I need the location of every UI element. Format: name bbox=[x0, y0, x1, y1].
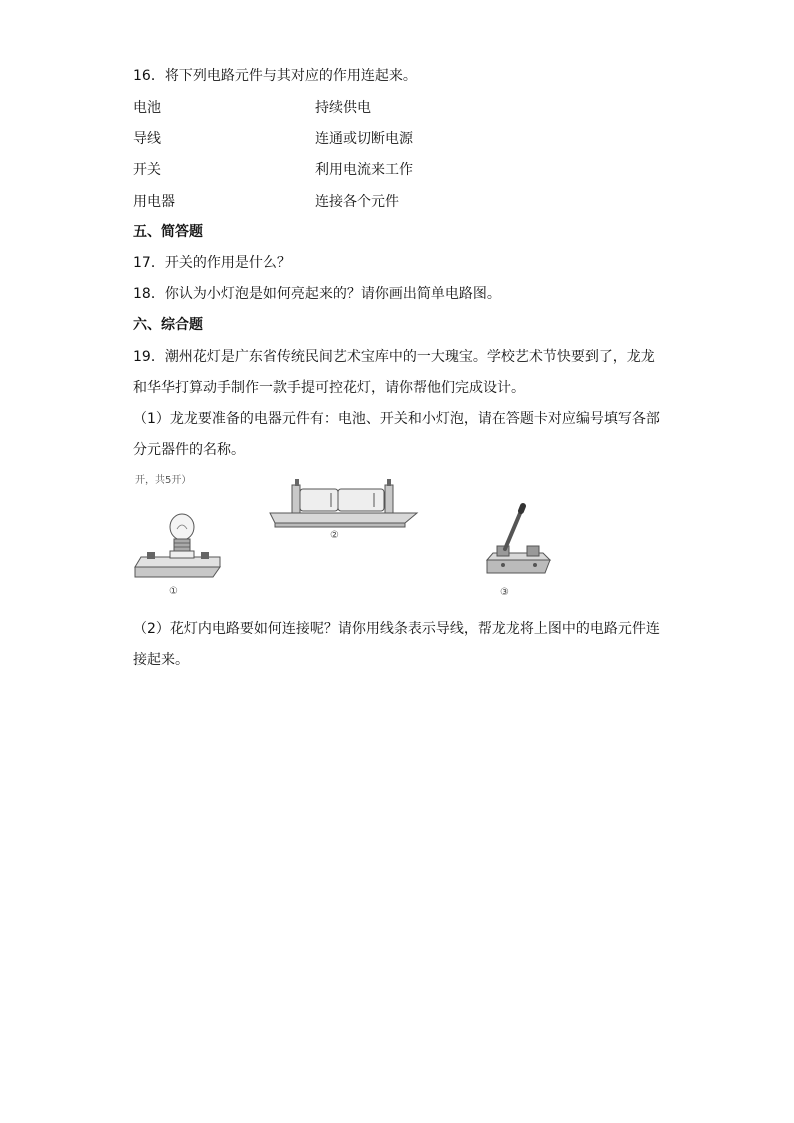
function-2: 连通或切断电源 bbox=[315, 131, 413, 147]
battery-component bbox=[270, 479, 417, 527]
component-1: 电池 bbox=[133, 100, 161, 116]
section-heading-6: 六、综合题 bbox=[133, 317, 203, 333]
component-3: 开关 bbox=[133, 162, 161, 178]
component-4: 用电器 bbox=[133, 194, 175, 210]
q17-stem: 17．开关的作用是什么？ bbox=[133, 255, 291, 271]
q19-part2-line2: 接起来。 bbox=[133, 652, 189, 668]
label-3: ③ bbox=[500, 587, 509, 598]
q19-part1-line2: 分元器件的名称。 bbox=[133, 442, 245, 458]
q19-stem-line2: 和华华打算动手制作一款手提可控花灯，请你帮他们完成设计。 bbox=[133, 380, 525, 396]
cropped-text: 开，共5开） bbox=[135, 475, 192, 486]
q16-stem: 16．将下列电路元件与其对应的作用连起来。 bbox=[133, 68, 417, 84]
function-1: 持续供电 bbox=[315, 100, 371, 116]
battery-cell-icon bbox=[300, 489, 338, 511]
label-2: ② bbox=[330, 530, 339, 541]
bulb-icon bbox=[170, 514, 194, 540]
component-2: 导线 bbox=[133, 131, 161, 147]
q18-stem: 18．你认为小灯泡是如何亮起来的？请你画出简单电路图。 bbox=[133, 286, 501, 302]
switch-lever-icon bbox=[505, 511, 521, 549]
circuit-components-figure bbox=[125, 465, 585, 605]
function-3: 利用电流来工作 bbox=[315, 162, 413, 178]
circuit-components-svg bbox=[125, 465, 585, 605]
q19-stem-line1: 19．潮州花灯是广东省传统民间艺术宝库中的一大瑰宝。学校艺术节快要到了，龙龙 bbox=[133, 349, 655, 365]
q19-part2-line1: （2）花灯内电路要如何连接呢？请你用线条表示导线，帮龙龙将上图中的电路元件连 bbox=[133, 621, 660, 637]
function-4: 连接各个元件 bbox=[315, 194, 399, 210]
section-heading-5: 五、简答题 bbox=[133, 224, 203, 240]
q19-part1-line1: （1）龙龙要准备的电器元件有：电池、开关和小灯泡，请在答题卡对应编号填写各部 bbox=[133, 411, 660, 427]
switch-component bbox=[487, 506, 550, 573]
bulb-component bbox=[135, 514, 220, 577]
battery-cell-icon bbox=[338, 489, 384, 511]
label-1: ① bbox=[169, 586, 178, 597]
